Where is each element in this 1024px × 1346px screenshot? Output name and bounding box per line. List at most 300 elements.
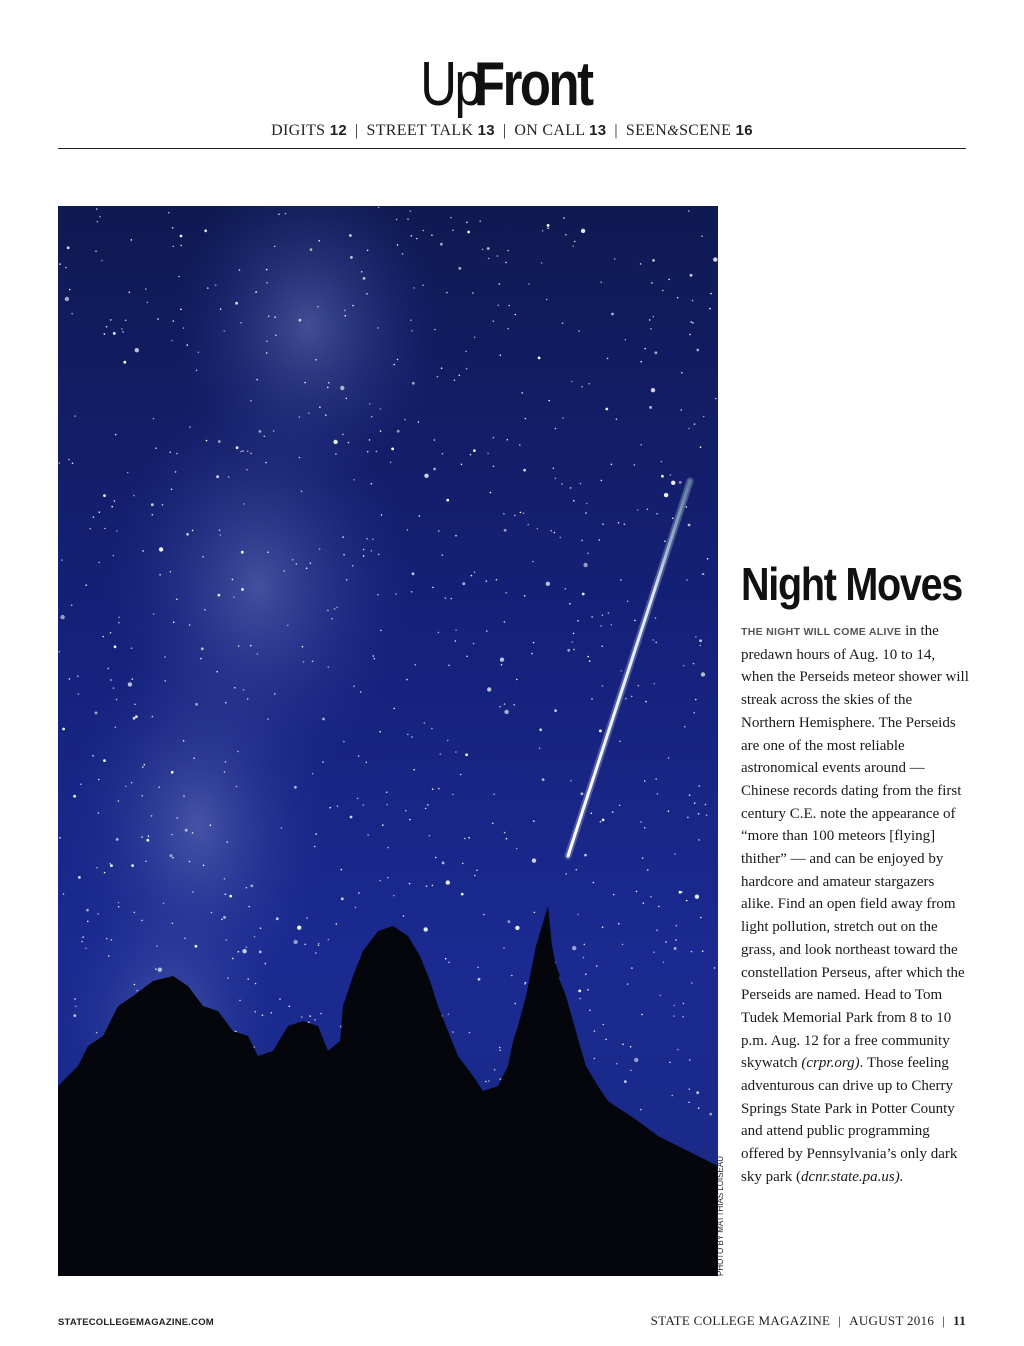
star — [665, 941, 667, 943]
star — [202, 556, 204, 558]
star — [367, 451, 369, 453]
star — [171, 340, 173, 342]
star — [655, 778, 657, 780]
star — [287, 625, 289, 627]
star — [640, 444, 642, 446]
star — [223, 330, 225, 332]
star — [695, 699, 697, 701]
footer-separator: | — [942, 1313, 946, 1328]
star — [581, 229, 585, 233]
star — [215, 284, 217, 286]
star — [624, 523, 626, 525]
section-navigation — [0, 122, 1024, 140]
star — [125, 320, 127, 322]
star — [104, 872, 106, 874]
star — [378, 554, 380, 556]
star — [219, 529, 221, 531]
star — [393, 895, 395, 897]
star — [525, 982, 527, 984]
star — [371, 416, 373, 418]
star — [65, 297, 69, 301]
star — [515, 314, 517, 316]
star — [448, 962, 450, 964]
star — [499, 1050, 501, 1052]
star — [546, 299, 548, 301]
star — [387, 847, 389, 849]
star — [657, 793, 659, 795]
star — [98, 779, 100, 781]
star — [584, 944, 586, 946]
star — [242, 949, 246, 953]
section-title — [0, 52, 1024, 118]
star — [159, 547, 163, 551]
star — [309, 1015, 311, 1017]
star — [645, 701, 647, 703]
star — [227, 977, 229, 979]
star — [152, 514, 154, 516]
star — [367, 834, 369, 836]
star — [344, 315, 346, 317]
star — [319, 548, 321, 550]
star — [180, 245, 182, 247]
star — [616, 1063, 618, 1065]
star — [675, 939, 677, 941]
star — [216, 671, 218, 673]
star — [587, 656, 589, 658]
star — [104, 333, 106, 335]
star — [486, 630, 488, 632]
star — [85, 947, 87, 949]
star — [514, 1003, 516, 1005]
article-night-moves — [741, 558, 969, 1189]
star — [75, 1006, 77, 1008]
star — [255, 983, 257, 985]
star — [335, 453, 337, 455]
star — [371, 483, 373, 485]
star — [581, 792, 584, 795]
star — [320, 1013, 322, 1015]
star — [349, 234, 352, 237]
star — [539, 728, 542, 731]
star — [437, 376, 439, 378]
star — [69, 289, 71, 291]
header-rule — [58, 148, 966, 149]
star — [328, 382, 330, 384]
star — [379, 880, 381, 882]
star — [220, 534, 222, 536]
star — [499, 706, 501, 708]
star — [314, 846, 316, 848]
photo-credit: PHOTO BY MATTHIAS LOISEAU — [716, 1155, 725, 1276]
article-link-dcnr: dcnr.state.pa.us). — [801, 1168, 904, 1185]
star — [570, 487, 572, 489]
star — [429, 835, 431, 837]
star — [386, 791, 388, 793]
star — [151, 503, 154, 506]
star — [653, 683, 655, 685]
star — [528, 283, 530, 285]
star — [683, 1003, 685, 1005]
star — [670, 474, 672, 476]
star — [243, 503, 245, 505]
star — [588, 383, 590, 385]
star — [196, 370, 198, 372]
star — [661, 475, 664, 478]
star — [538, 357, 541, 360]
footer-issue-date: AUGUST 2016 — [849, 1313, 935, 1328]
star — [409, 819, 411, 821]
star — [225, 702, 227, 704]
star — [67, 246, 70, 249]
star — [650, 896, 652, 898]
star — [455, 629, 457, 631]
star — [607, 358, 609, 360]
star — [265, 462, 267, 464]
star — [647, 869, 649, 871]
star — [445, 958, 447, 960]
star — [201, 647, 204, 650]
star — [183, 327, 185, 329]
star — [155, 968, 157, 970]
star — [145, 861, 147, 863]
star — [73, 1014, 76, 1017]
star — [547, 227, 549, 229]
star — [176, 453, 178, 455]
star — [77, 675, 79, 677]
star — [310, 562, 312, 564]
star — [508, 920, 511, 923]
star — [183, 795, 185, 797]
star — [541, 262, 543, 264]
star — [136, 990, 138, 992]
star — [186, 533, 189, 536]
star — [676, 925, 678, 927]
star — [674, 853, 676, 855]
star — [157, 318, 159, 320]
star — [647, 508, 649, 510]
star — [567, 649, 570, 652]
star — [264, 436, 266, 438]
star — [432, 788, 434, 790]
star — [267, 551, 269, 553]
star — [164, 656, 166, 658]
star — [153, 613, 155, 615]
star — [571, 381, 573, 383]
star — [306, 917, 308, 919]
star — [679, 481, 682, 484]
star — [78, 876, 81, 879]
star — [304, 944, 306, 946]
star — [487, 247, 490, 250]
star — [301, 491, 303, 493]
star — [283, 570, 285, 572]
star — [514, 515, 516, 517]
star — [329, 807, 331, 809]
footer-website: STATECOLLEGEMAGAZINE.COM — [58, 1317, 214, 1328]
star — [515, 926, 519, 930]
star — [578, 990, 581, 993]
star — [674, 947, 677, 950]
star — [504, 710, 508, 714]
star — [653, 951, 655, 953]
star — [644, 780, 646, 782]
article-leadin: THE NIGHT WILL COME ALIVE — [741, 626, 902, 638]
star — [248, 906, 250, 908]
star — [653, 316, 655, 318]
star — [250, 453, 252, 455]
star — [679, 891, 682, 894]
star — [688, 1102, 690, 1104]
star — [652, 259, 655, 262]
star — [225, 939, 227, 941]
star — [520, 512, 522, 514]
star — [133, 495, 135, 497]
star — [446, 292, 448, 294]
star — [266, 269, 268, 271]
star — [461, 464, 463, 466]
star — [473, 449, 476, 452]
star — [504, 529, 507, 532]
star — [236, 786, 238, 788]
star — [600, 625, 602, 627]
star — [532, 858, 536, 862]
article-body — [741, 620, 969, 1189]
star — [587, 989, 589, 991]
star — [599, 539, 601, 541]
star — [369, 403, 371, 405]
star — [256, 379, 258, 381]
star — [328, 666, 330, 668]
star — [59, 837, 61, 839]
star — [504, 621, 506, 623]
star — [673, 1005, 675, 1007]
star — [96, 1032, 98, 1034]
star — [601, 645, 603, 647]
star — [92, 755, 94, 757]
star — [521, 392, 523, 394]
star — [410, 319, 412, 321]
star — [327, 610, 329, 612]
star — [268, 316, 270, 318]
star — [661, 461, 663, 463]
star — [348, 442, 350, 444]
star — [302, 646, 304, 648]
star — [407, 218, 409, 220]
star — [425, 808, 427, 810]
star — [448, 1014, 450, 1016]
star — [492, 823, 494, 825]
article-link-crpr: (crpr.org) — [801, 1055, 860, 1072]
star — [714, 967, 716, 969]
star — [555, 428, 557, 430]
star — [101, 260, 103, 262]
star — [707, 558, 709, 560]
article-body-text: in the predawn hours of Aug. 10 to 14, when the Perseids meteor shower will streak across the skies of the Northern Hemisphere. The Perseids are one of the most reliable astronomical events around — Chinese records dating from the first century C.E. note the appearance of “more than 100 meteors [flying] thither” — and can be enjoyed by hardcore and amateur stargazers alike. Find an open field away from light pollution, stretch out on the grass, and look northeast toward the constellation Perseus, after which the Perseids are named. Head to Tom Tudek Memorial Park from 8 to 10 p.m. Aug. 12 for a free community skywatch — [741, 623, 969, 1072]
star — [655, 642, 657, 644]
star — [233, 596, 235, 598]
star — [376, 451, 378, 453]
star — [293, 940, 297, 944]
star — [346, 579, 348, 581]
star — [663, 962, 665, 964]
star — [488, 1080, 490, 1082]
star — [114, 645, 117, 648]
star — [221, 919, 223, 921]
star — [448, 665, 450, 667]
star — [585, 512, 587, 514]
star — [238, 645, 240, 647]
star — [147, 302, 149, 304]
star — [141, 836, 143, 838]
star — [686, 506, 688, 508]
star — [164, 680, 166, 682]
star — [363, 549, 365, 551]
star — [569, 603, 571, 605]
star — [396, 219, 398, 221]
star — [577, 620, 579, 622]
star — [380, 430, 382, 432]
star — [599, 730, 602, 733]
star — [185, 829, 188, 832]
star — [397, 359, 399, 361]
star — [613, 894, 615, 896]
star — [583, 563, 587, 567]
star — [637, 509, 639, 511]
star — [110, 632, 112, 634]
star — [381, 514, 383, 516]
star — [689, 794, 691, 796]
star — [235, 302, 238, 305]
star — [131, 782, 133, 784]
star — [581, 386, 583, 388]
star — [366, 762, 368, 764]
star — [689, 1059, 691, 1061]
star — [691, 951, 693, 953]
star — [618, 923, 620, 925]
star — [696, 1091, 699, 1094]
star — [218, 440, 221, 443]
star — [180, 235, 183, 238]
star — [523, 469, 526, 472]
star — [363, 804, 365, 806]
star — [274, 316, 276, 318]
star — [622, 1044, 624, 1046]
star — [397, 244, 399, 246]
star — [220, 308, 222, 310]
star — [111, 939, 113, 941]
star — [651, 282, 653, 284]
star — [426, 885, 428, 887]
star — [71, 313, 73, 315]
star — [275, 335, 277, 337]
star — [454, 379, 456, 381]
meteor-glow — [568, 481, 690, 856]
star — [106, 326, 108, 328]
star — [297, 926, 301, 930]
star — [634, 1058, 638, 1062]
star — [228, 476, 230, 478]
star — [125, 786, 127, 788]
star — [113, 687, 115, 689]
star — [496, 579, 498, 581]
star — [207, 287, 209, 289]
star — [279, 998, 281, 1000]
star — [477, 967, 479, 969]
star — [578, 330, 580, 332]
star — [299, 319, 302, 322]
star — [315, 952, 317, 954]
star — [95, 712, 98, 715]
star — [472, 292, 474, 294]
star — [693, 663, 695, 665]
star — [702, 573, 704, 575]
star — [602, 926, 604, 928]
star — [344, 310, 346, 312]
star — [241, 588, 244, 591]
star — [516, 848, 518, 850]
star — [668, 757, 670, 759]
star — [601, 480, 603, 482]
star — [243, 689, 245, 691]
star — [193, 757, 195, 759]
star — [682, 1016, 684, 1018]
star — [583, 957, 585, 959]
star — [630, 1046, 632, 1048]
star — [415, 664, 417, 666]
star — [435, 857, 437, 859]
star — [172, 857, 174, 859]
star — [312, 773, 314, 775]
star — [464, 838, 466, 840]
star — [493, 320, 495, 322]
star — [240, 322, 242, 324]
star — [694, 802, 696, 804]
star — [432, 885, 434, 887]
star — [687, 817, 689, 819]
star — [271, 1012, 273, 1014]
star — [696, 349, 699, 352]
star — [677, 297, 679, 299]
star — [357, 798, 359, 800]
star — [204, 229, 207, 232]
star — [62, 728, 65, 731]
star — [223, 916, 226, 919]
star — [246, 469, 248, 471]
star — [116, 699, 118, 701]
star — [141, 920, 143, 922]
star — [487, 453, 489, 455]
star — [505, 592, 507, 594]
star — [507, 439, 509, 441]
star — [346, 398, 348, 400]
star — [131, 864, 134, 867]
star — [412, 572, 415, 575]
star — [542, 230, 544, 232]
star — [412, 382, 415, 385]
star — [247, 978, 249, 980]
star — [342, 536, 344, 538]
star — [341, 869, 343, 871]
star — [589, 660, 591, 662]
star — [634, 620, 636, 622]
star — [146, 839, 149, 842]
nav-item-seen-scene: SEEN&SCENE 16 — [625, 122, 753, 139]
star — [547, 224, 550, 227]
star — [424, 927, 428, 931]
star — [239, 269, 241, 271]
star — [411, 330, 413, 332]
star — [171, 489, 173, 491]
